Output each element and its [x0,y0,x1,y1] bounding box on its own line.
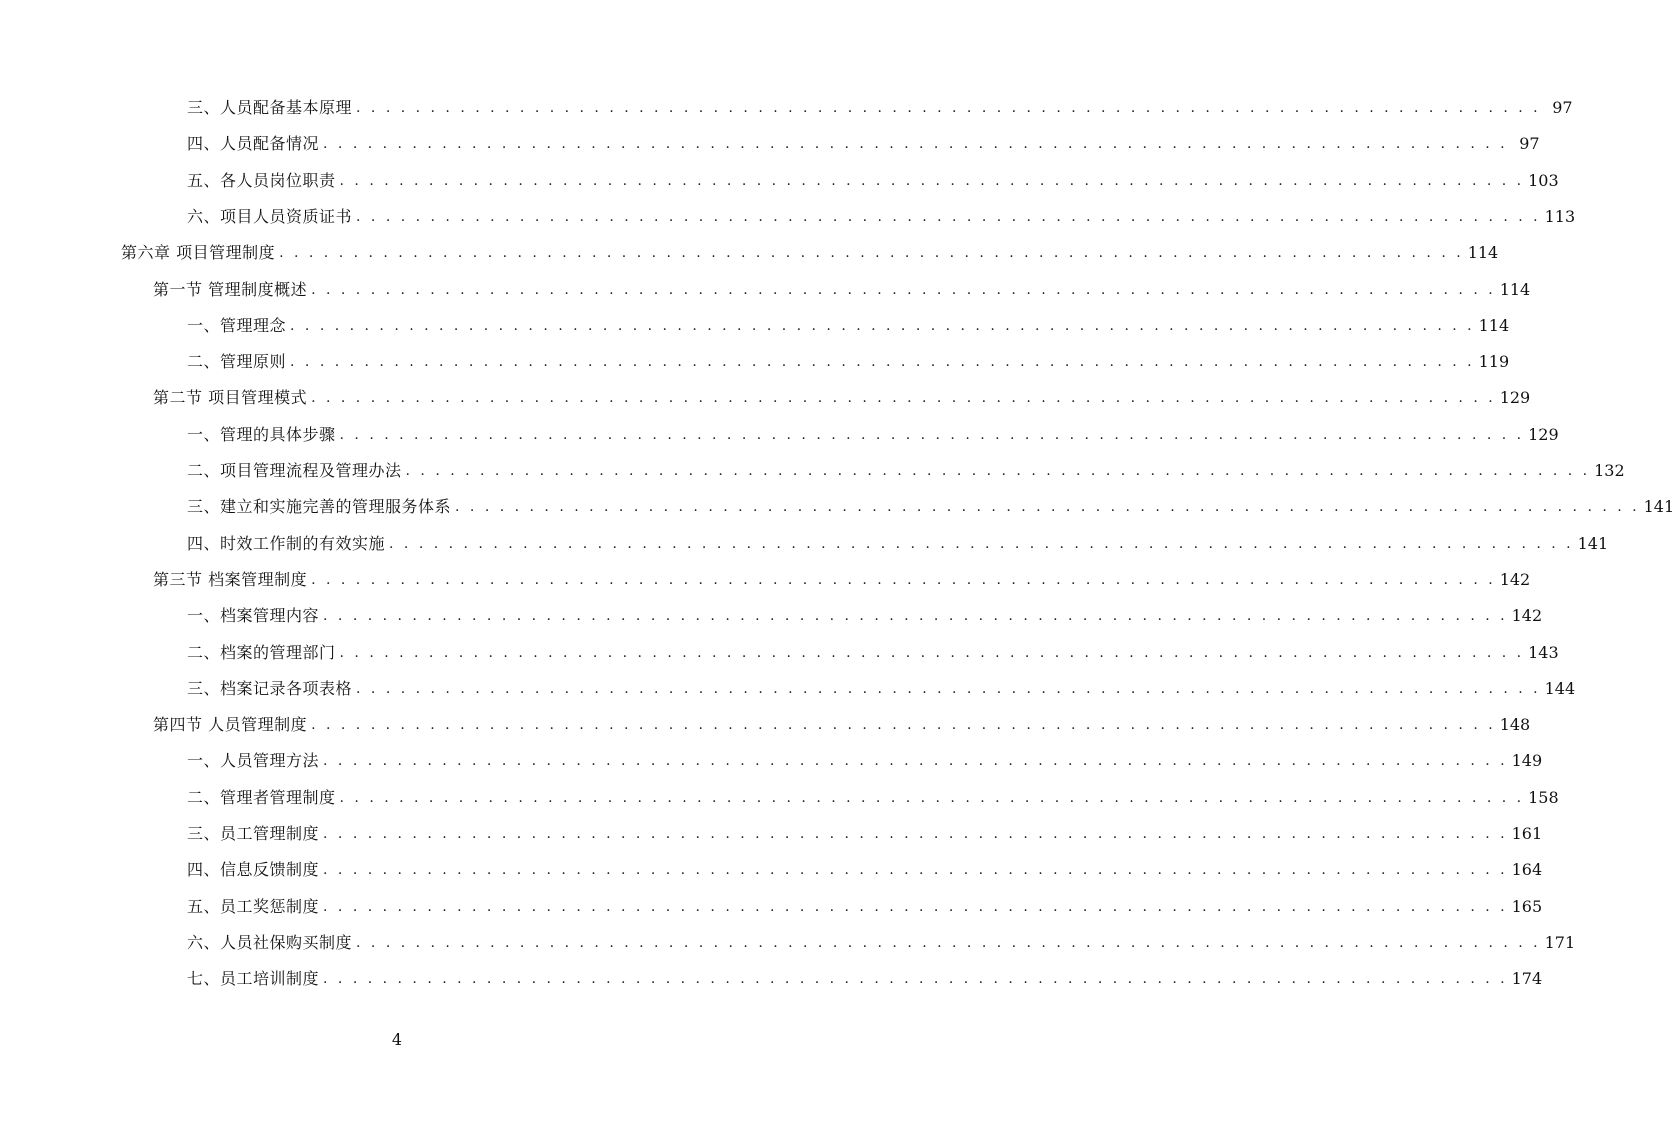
toc-entry-title: 六、人员社保购买制度 [187,932,353,952]
toc-entry [187,743,1543,779]
toc-entry [187,199,1576,235]
toc-entry-page: 144 [1544,678,1576,698]
toc-dot-leader: . . . . . . . . . . . . . . . . . . . . . . . . . . . . . . . . . . . . . . . . . . . . . . . . . . . . . . . . . . . . . . . . . . . . . . . . . . . . . . . . [279,245,1464,262]
toc-entry-page: 132 [1594,461,1625,480]
toc-entry-title: 四、时效工作制的有效实施 [187,533,386,553]
toc-entry [187,780,1559,816]
toc-dot-leader: . . . . . . . . . . . . . . . . . . . . . . . . . . . . . . . . . . . . . . . . . . . . . . . . . . . . . . . . . . . . . . . . . . . . . . . . . . . . . . . . [323,136,1508,153]
toc-entry [187,925,1576,961]
toc-entry-title: 二、管理者管理制度 [187,787,336,807]
toc-dot-leader: . . . . . . . . . . . . . . . . . . . . . . . . . . . . . . . . . . . . . . . . . . . . . . . . . . . . . . . . . . . . . . . . . . . . . . . . . . . . . . . . [389,535,1574,552]
toc-entry [121,235,1499,271]
toc-entry [153,380,1531,416]
toc-entry-page: 97 [1519,134,1540,154]
toc-entry-page: 129 [1528,424,1559,444]
toc-entry [187,816,1543,852]
toc-entry [153,707,1531,743]
toc-entry-title: 五、员工奖惩制度 [187,896,320,916]
toc-entry-title: 一、档案管理内容 [187,606,320,626]
toc-entry-page: 143 [1528,642,1559,662]
toc-entry-page: 114 [1478,315,1510,335]
toc-dot-leader: . . . . . . . . . . . . . . . . . . . . . . . . . . . . . . . . . . . . . . . . . . . . . . . . . . . . . . . . . . . . . . . . . . . . . . . . . . . . . . . . [311,281,1496,298]
toc-entry-page: 142 [1499,569,1531,589]
toc-dot-leader: . . . . . . . . . . . . . . . . . . . . . . . . . . . . . . . . . . . . . . . . . . . . . . . . . . . . . . . . . . . . . . . . . . . . . . . . . . . . . . . . [311,717,1496,734]
toc-entry [187,671,1576,707]
toc-entry-title: 第一节 管理制度概述 [153,279,308,299]
toc-entry [187,90,1573,126]
toc-entry-title: 第三节 档案管理制度 [153,569,308,589]
toc-dot-leader: . . . . . . . . . . . . . . . . . . . . . . . . . . . . . . . . . . . . . . . . . . . . . . . . . . . . . . . . . . . . . . . . . . . . . . . . . . . . . . . . [311,390,1496,407]
toc-entry-title: 七、员工培训制度 [187,969,320,989]
toc-entry [187,961,1543,997]
toc-entry-page: 113 [1544,206,1576,226]
toc-entry-title: 一、管理理念 [187,315,287,335]
toc-entry [153,562,1531,598]
toc-entry-title: 四、信息反馈制度 [187,860,320,880]
toc-entry-title: 一、人员管理方法 [187,751,320,771]
toc-entry-page: 114 [1499,279,1531,299]
toc-entry-title: 第六章 项目管理制度 [121,243,276,263]
toc-entry-page: 158 [1528,787,1559,807]
toc-entry-page: 103 [1528,170,1559,190]
page-number: 4 [391,1030,403,1049]
toc-entry-title: 六、项目人员资质证书 [187,206,353,226]
toc-entry [187,889,1543,925]
toc-entry-title: 第四节 人员管理制度 [153,715,308,735]
toc-dot-leader: . . . . . . . . . . . . . . . . . . . . . . . . . . . . . . . . . . . . . . . . . . . . . . . . . . . . . . . . . . . . . . . . . . . . . . . . . . . . . . . . [356,934,1541,951]
toc-entry-title: 三、员工管理制度 [187,824,320,843]
toc-dot-leader: . . . . . . . . . . . . . . . . . . . . . . . . . . . . . . . . . . . . . . . . . . . . . . . . . . . . . . . . . . . . . . . . . . . . . . . . . . . . . . . . [339,789,1525,806]
toc-entry-page: 164 [1511,860,1543,880]
toc-entry [187,163,1559,199]
toc-entry-title: 二、项目管理流程及管理办法 [187,461,402,480]
toc-entry [187,852,1543,888]
toc-entry-page: 141 [1643,497,1674,517]
toc-entry-title: 三、人员配备基本原理 [187,98,353,117]
toc-entry [187,126,1540,162]
toc-dot-leader: . . . . . . . . . . . . . . . . . . . . . . . . . . . . . . . . . . . . . . . . . . . . . . . . . . . . . . . . . . . . . . . . . . . . . . . . . . . . . . . . [339,426,1525,443]
toc-dot-leader: . . . . . . . . . . . . . . . . . . . . . . . . . . . . . . . . . . . . . . . . . . . . . . . . . . . . . . . . . . . . . . . . . . . . . . . . . . . . . . . . [290,354,1475,371]
toc-entry [187,526,1609,562]
toc-entry-page: 149 [1511,751,1543,771]
toc-entry [187,489,1674,525]
toc-entry-page: 174 [1511,969,1543,989]
toc-entry-page: 114 [1467,243,1499,263]
toc-entry-title: 四、人员配备情况 [187,134,320,154]
toc-entry [187,453,1625,489]
toc-dot-leader: . . . . . . . . . . . . . . . . . . . . . . . . . . . . . . . . . . . . . . . . . . . . . . . . . . . . . . . . . . . . . . . . . . . . . . . . . . . . . . . . [323,898,1508,915]
toc-dot-leader: . . . . . . . . . . . . . . . . . . . . . . . . . . . . . . . . . . . . . . . . . . . . . . . . . . . . . . . . . . . . . . . . . . . . . . . . . . . . . . . . [339,172,1525,189]
toc-dot-leader: . . . . . . . . . . . . . . . . . . . . . . . . . . . . . . . . . . . . . . . . . . . . . . . . . . . . . . . . . . . . . . . . . . . . . . . . . . . . . . . . [339,644,1525,661]
toc-dot-leader: . . . . . . . . . . . . . . . . . . . . . . . . . . . . . . . . . . . . . . . . . . . . . . . . . . . . . . . . . . . . . . . . . . . . . . . . . . . . . . . . [323,753,1508,770]
toc-entry-title: 五、各人员岗位职责 [187,170,336,190]
toc-dot-leader: . . . . . . . . . . . . . . . . . . . . . . . . . . . . . . . . . . . . . . . . . . . . . . . . . . . . . . . . . . . . . . . . . . . . . . . . . . . . . . . . [405,463,1591,479]
toc-entry-page: 171 [1544,932,1576,952]
toc-entry [187,598,1543,634]
toc-dot-leader: . . . . . . . . . . . . . . . . . . . . . . . . . . . . . . . . . . . . . . . . . . . . . . . . . . . . . . . . . . . . . . . . . . . . . . . . . . . . . . . . [455,499,1640,516]
toc-entry-page: 148 [1499,715,1531,735]
toc-entry-page: 165 [1511,896,1543,916]
toc-entry-title: 二、档案的管理部门 [187,642,336,662]
toc-entry-title: 一、管理的具体步骤 [187,424,336,444]
toc-entry-title: 第二节 项目管理模式 [153,388,308,408]
toc-dot-leader: . . . . . . . . . . . . . . . . . . . . . . . . . . . . . . . . . . . . . . . . . . . . . . . . . . . . . . . . . . . . . . . . . . . . . . . . . . . . . . . . [356,208,1541,225]
toc-entry-page: 142 [1511,606,1543,626]
toc-entry-page: 97 [1552,98,1573,117]
toc-entry-page: 119 [1478,352,1510,372]
toc-entry [187,308,1510,344]
toc-dot-leader: . . . . . . . . . . . . . . . . . . . . . . . . . . . . . . . . . . . . . . . . . . . . . . . . . . . . . . . . . . . . . . . . . . . . . . . . . . . . . . . . [323,971,1508,988]
toc-dot-leader: . . . . . . . . . . . . . . . . . . . . . . . . . . . . . . . . . . . . . . . . . . . . . . . . . . . . . . . . . . . . . . . . . . . . . . . . . . . . . . . . [356,100,1541,116]
toc-dot-leader: . . . . . . . . . . . . . . . . . . . . . . . . . . . . . . . . . . . . . . . . . . . . . . . . . . . . . . . . . . . . . . . . . . . . . . . . . . . . . . . . [323,862,1508,879]
toc-entry-title: 三、档案记录各项表格 [187,678,353,698]
toc-entry-page: 141 [1577,533,1609,553]
toc-entry [187,635,1559,671]
toc-dot-leader: . . . . . . . . . . . . . . . . . . . . . . . . . . . . . . . . . . . . . . . . . . . . . . . . . . . . . . . . . . . . . . . . . . . . . . . . . . . . . . . . [311,571,1496,588]
toc-entry-title: 三、建立和实施完善的管理服务体系 [187,497,452,517]
toc-entry [153,272,1531,308]
toc-entry-title: 二、管理原则 [187,352,287,372]
toc-entry [187,344,1510,380]
toc-dot-leader: . . . . . . . . . . . . . . . . . . . . . . . . . . . . . . . . . . . . . . . . . . . . . . . . . . . . . . . . . . . . . . . . . . . . . . . . . . . . . . . . [290,317,1475,334]
toc-dot-leader: . . . . . . . . . . . . . . . . . . . . . . . . . . . . . . . . . . . . . . . . . . . . . . . . . . . . . . . . . . . . . . . . . . . . . . . . . . . . . . . . [323,608,1508,625]
toc-entry-page: 161 [1511,824,1543,843]
toc-entry [187,417,1559,453]
toc-entry-page: 129 [1499,388,1531,408]
toc-dot-leader: . . . . . . . . . . . . . . . . . . . . . . . . . . . . . . . . . . . . . . . . . . . . . . . . . . . . . . . . . . . . . . . . . . . . . . . . . . . . . . . . [323,826,1508,842]
toc-dot-leader: . . . . . . . . . . . . . . . . . . . . . . . . . . . . . . . . . . . . . . . . . . . . . . . . . . . . . . . . . . . . . . . . . . . . . . . . . . . . . . . . [356,680,1541,697]
